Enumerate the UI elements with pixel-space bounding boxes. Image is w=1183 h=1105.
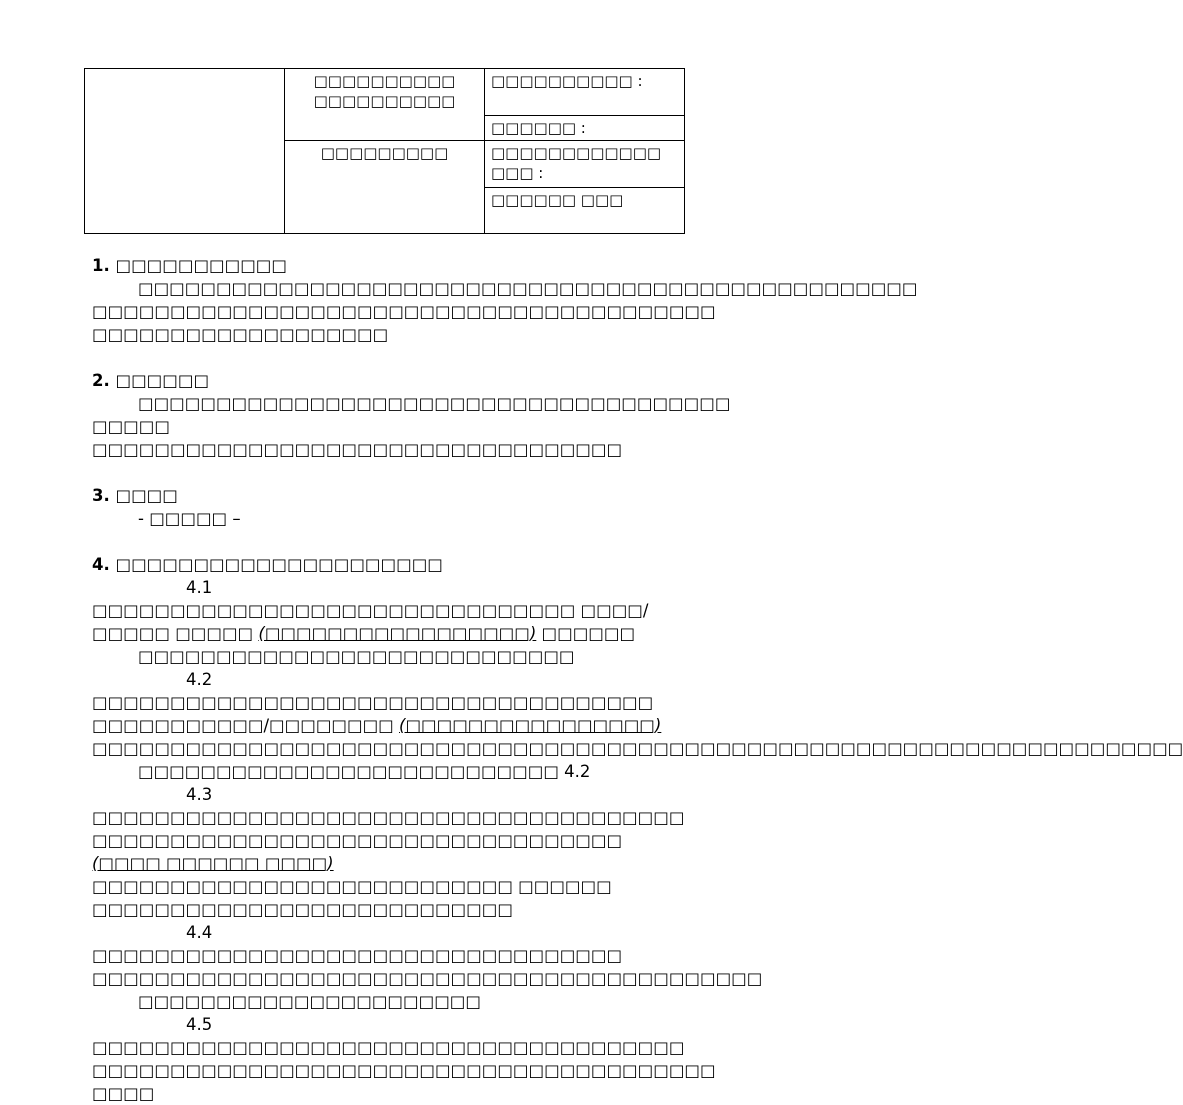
item-4-1-text: 4.1 □□□□□□□□□□□□□□□□□□□□□□□□□□□□□□□ □□□□/□□□□□ □□□□□ xyxy=(92,578,649,643)
field-page: □□□□□□ □□□ xyxy=(485,188,685,234)
header-table xyxy=(84,68,685,234)
field-effective-date: □□□□□□□□□□□□ □□□ : xyxy=(485,141,685,188)
section-2-text: □□□□□□□□□□□□□□□□□□□□□□□□□□□□□□□□□□□□□□ □□□□□ □□□□□□□□□□□□□□□□□□□□□□□□□□□□□□□□□□ xyxy=(92,394,731,459)
item-4-2-underlined: (□□□□□□□□□□□□□□□□) xyxy=(399,716,662,735)
section-1-text: □□□□□□□□□□□□□□□□□□□□□□□□□□□□□□□□□□□□□□□□□□□□□□□□□□ □□□□□□□□□□□□□□□□□□□□□□□□□□□□□□□□□□□□□□□□ □□□□□□□□□□□□□□□□□□□ xyxy=(92,279,918,344)
item-4-1 xyxy=(92,576,682,645)
item-4-2-text: 4.2 □□□□□□□□□□□□□□□□□□□□□□□□□□□□□□□□□□□□ □□□□□□□□□□□/□□□□□□□□ xyxy=(92,670,654,735)
item-4-3 xyxy=(92,783,685,921)
section-2-heading: 2. □□□□□□ xyxy=(92,371,210,390)
section-3-text: - □□□□□ – xyxy=(138,509,241,528)
item-4-2 xyxy=(92,668,1183,760)
item-4-1-text-end: □□□□□□ xyxy=(536,624,636,643)
item-4-4-continued: □□□□□□□□□□□□□□□□□□□□□□ xyxy=(138,992,481,1011)
document-title: □□□□□□□□□□ □□□□□□□□□□ xyxy=(285,69,485,141)
field-document-number: □□□□□□□□□□ : xyxy=(485,69,685,116)
field-revision: □□□□□□ : xyxy=(485,116,685,141)
logo-cell xyxy=(85,69,285,234)
item-4-3-underlined: (□□□□ □□□□□□ □□□□) xyxy=(92,854,334,873)
section-3-heading: 3. □□□□ xyxy=(92,486,178,505)
item-4-1-underlined: (□□□□□□□□□□□□□□□□□) xyxy=(258,624,537,643)
item-4-3-text: 4.3 □□□□□□□□□□□□□□□□□□□□□□□□□□□□□□□□□□□□□□ □□□□□□□□□□□□□□□□□□□□□□□□□□□□□□□□□□ xyxy=(92,785,685,850)
item-4-5: 4.5 □□□□□□□□□□□□□□□□□□□□□□□□□□□□□□□□□□□□□□ □□□□□□□□□□□□□□□□□□□□□□□□□□□□□□□□□□□□□□□□ □□□□ xyxy=(92,1015,716,1103)
item-4-2-text-end: □□□□□□□□□□□□□□□□□□□□□□□□□□□□□□□□□□□□□□□□□□□□□□□□□□□□□□□□□□□□□□□□□□□□□□ xyxy=(92,739,1183,758)
document-body xyxy=(92,254,1183,1105)
section-4-heading: 4. □□□□□□□□□□□□□□□□□□□□□ xyxy=(92,555,443,574)
item-4-3-text-end: □□□□□□□□□□□□□□□□□□□□□□□□□□□ □□□□□□ □□□□□□□□□□□□□□□□□□□□□□□□□□□ xyxy=(92,877,612,919)
document-subtitle: □□□□□□□□□ xyxy=(285,141,485,234)
item-4-2-continued: □□□□□□□□□□□□□□□□□□□□□□□□□□□ 4.2 xyxy=(138,762,591,781)
item-4-1-continued: □□□□□□□□□□□□□□□□□□□□□□□□□□□□ xyxy=(138,647,575,666)
section-1-heading: 1. □□□□□□□□□□□ xyxy=(92,256,287,275)
item-4-4: 4.4 □□□□□□□□□□□□□□□□□□□□□□□□□□□□□□□□□□ □□□□□□□□□□□□□□□□□□□□□□□□□□□□□□□□□□□□□□□□□□□ xyxy=(92,923,763,988)
